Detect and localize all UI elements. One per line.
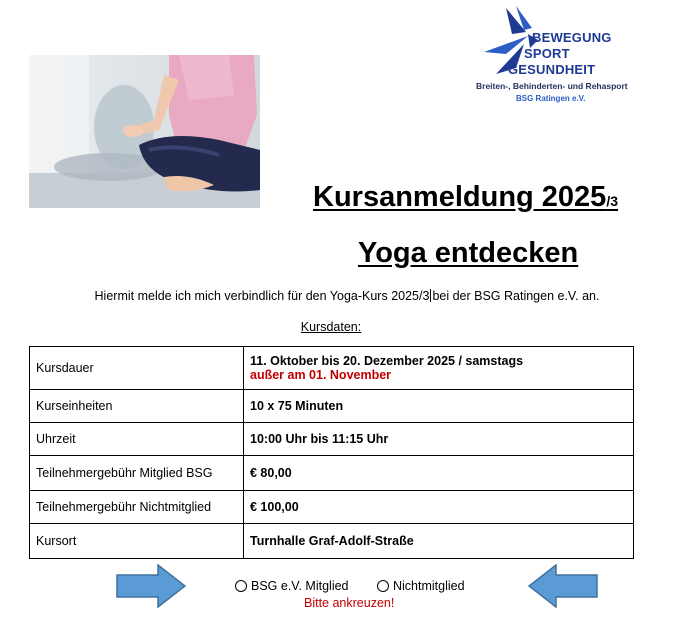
- non-member-radio[interactable]: [377, 580, 389, 592]
- table-label: Kurseinheiten: [30, 390, 244, 423]
- table-value-text: 11. Oktober bis 20. Dezember 2025 / samstags: [250, 354, 524, 368]
- intro-text-part1: Hiermit melde ich mich verbindlich für den Yoga-Kurs 2025/3: [94, 289, 430, 303]
- table-row: [30, 390, 634, 423]
- table-value: € 80,00: [244, 456, 634, 491]
- logo-word-gesundheit: GESUNDHEIT: [508, 62, 596, 77]
- table-value: [244, 347, 634, 390]
- check-hint: Bitte ankreuzen!: [304, 596, 395, 610]
- table-value-note: außer am 01. November: [250, 368, 392, 382]
- option-member-label: BSG e.V. Mitglied: [251, 579, 349, 593]
- course-title: Yoga entdecken: [358, 237, 579, 269]
- logo-word-sport: SPORT: [524, 46, 570, 61]
- option-non-member-label: Nichtmitglied: [393, 579, 465, 593]
- table-label: Teilnehmergebühr Mitglied BSG: [30, 456, 244, 491]
- table-row: [30, 347, 634, 390]
- member-radio[interactable]: [235, 580, 247, 592]
- table-row: [30, 491, 634, 524]
- logo-figure-icon: [476, 4, 676, 108]
- arrow-left-icon: [528, 564, 598, 608]
- table-label: Teilnehmergebühr Nichtmitglied: [30, 491, 244, 524]
- intro-text-part2: bei der BSG Ratingen e.V. an.: [432, 289, 600, 303]
- section-label-kursdaten: Kursdaten:: [300, 320, 362, 334]
- logo-word-bewegung: BEWEGUNG: [532, 30, 612, 45]
- logo-subtitle: Breiten-, Behinderten- und Rehasport: [476, 81, 628, 91]
- page-title-suffix: /3: [606, 193, 619, 209]
- table-value: 10 x 75 Minuten: [244, 390, 634, 423]
- table-label: Kursort: [30, 524, 244, 559]
- bsg-logo: [476, 4, 676, 108]
- course-data-table: [29, 346, 634, 559]
- table-label: Uhrzeit: [30, 423, 244, 456]
- intro-text: [0, 289, 694, 303]
- yoga-photo: [29, 55, 260, 208]
- table-row: [30, 524, 634, 559]
- table-value: 10:00 Uhr bis 11:15 Uhr: [244, 423, 634, 456]
- page-title: [313, 181, 618, 214]
- option-member[interactable]: [235, 579, 349, 593]
- table-row: [30, 423, 634, 456]
- page-title-main: Kursanmeldung 2025: [313, 181, 607, 213]
- yoga-photo-illustration: [29, 55, 260, 208]
- logo-club-name: BSG Ratingen e.V.: [516, 94, 586, 103]
- option-non-member[interactable]: [377, 579, 465, 593]
- table-value: € 100,00: [244, 491, 634, 524]
- table-label: Kursdauer: [30, 347, 244, 390]
- table-value: Turnhalle Graf-Adolf-Straße: [244, 524, 634, 559]
- table-row: [30, 456, 634, 491]
- arrow-right-icon: [116, 564, 186, 608]
